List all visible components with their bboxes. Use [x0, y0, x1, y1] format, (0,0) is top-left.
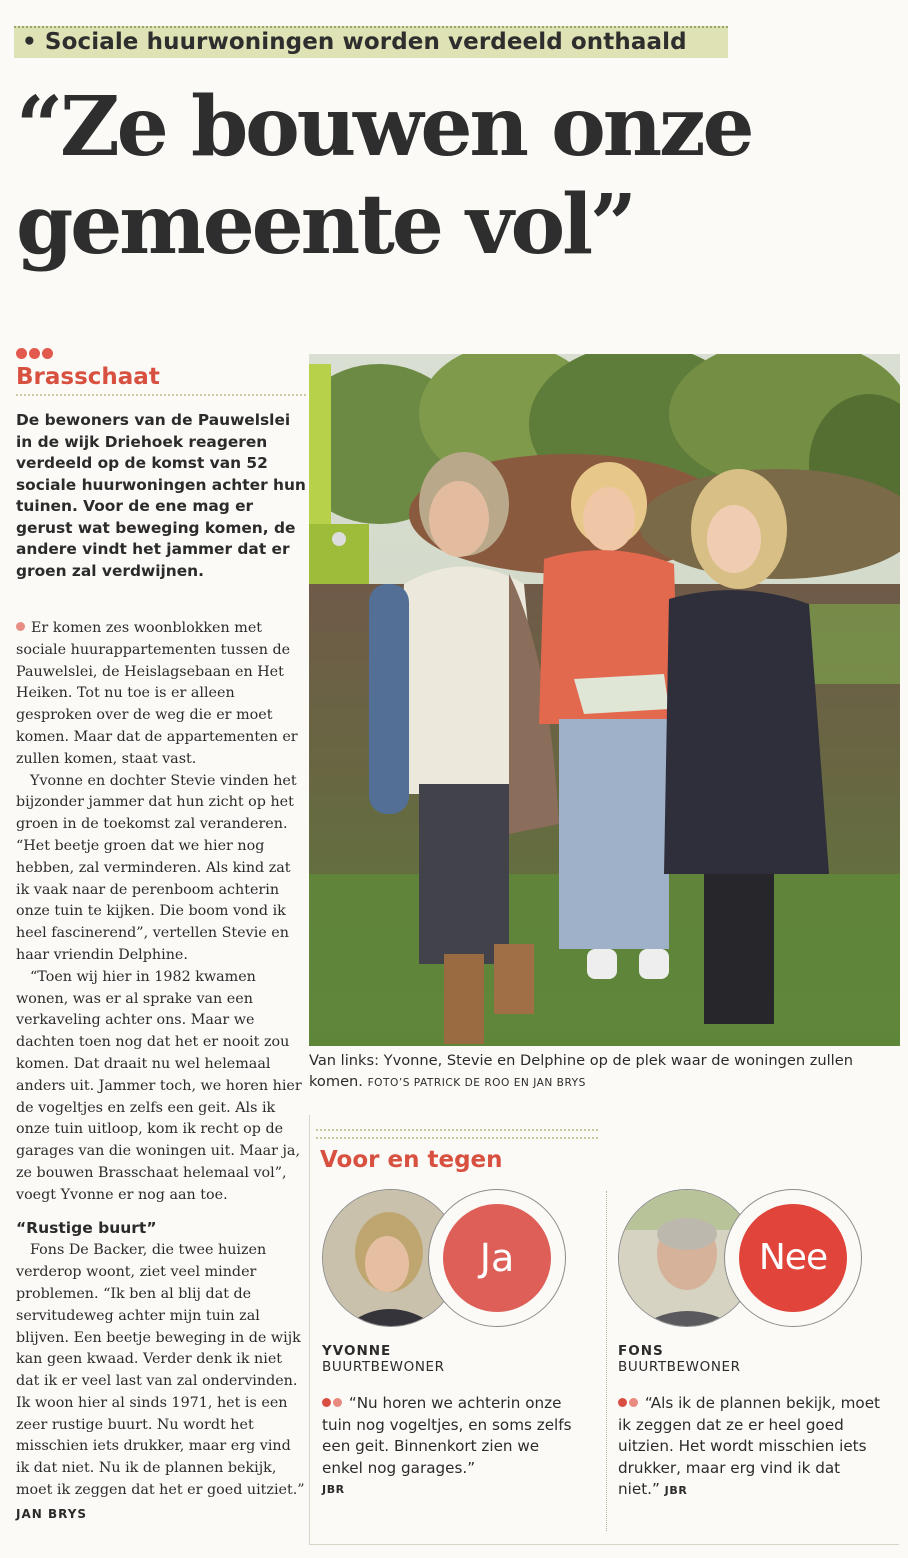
body-paragraph: Er komen zes woonblokken met sociale huurappartementen tussen de Pauwelslei, de Heislagsebaan en Het Heiken. Tot nu toe is er alleen gesproken over de weg die er moet komen. Maar dat de appartementen er zullen komen, staat vast. — [16, 620, 298, 767]
location-dots — [16, 344, 56, 356]
quote-signature: JBR — [322, 1483, 345, 1496]
kicker-bar — [14, 26, 728, 58]
quote-dots — [322, 1394, 344, 1412]
author-byline: JAN BRYS — [16, 1506, 88, 1521]
person-name: FONS — [618, 1343, 664, 1359]
bullet-icon — [16, 622, 25, 631]
person-quote: “Als ik de plannen bekijk, moet ik zeggen dat ze er heel goed uitzien. Het wordt misschien iets drukker, maar erg vind ik dat niet.” JBR — [618, 1394, 881, 1498]
headline: “Ze bouwen onze gemeente vol” — [16, 79, 752, 273]
box-top-rule — [316, 1129, 598, 1139]
main-photo — [309, 354, 900, 1046]
ja-badge: Ja — [428, 1189, 566, 1327]
box-divider — [606, 1191, 607, 1531]
person-fons — [618, 1189, 888, 1502]
kicker-text: • Sociale huurwoningen worden verdeeld onthaald — [22, 29, 687, 55]
pro-con-box — [309, 1115, 899, 1545]
body-paragraph: Yvonne en dochter Stevie vinden het bijzonder jammer dat hun zicht op het groen in de toekomst zal veranderen. “Het beetje groen dat we hier nog hebben, zal verminderen. Als kind zat ik vaak naar de perenboom achterin onze tuin te kijken. Die boom vond ik heel fascinerend”, vertellen Stevie en haar vriendin Delphine. — [16, 772, 297, 963]
body-paragraph: “Toen wij hier in 1982 kwamen wonen, was er al sprake van een verkaveling achter ons. Maar we dachten toen nog dat het er nooit zou komen. Dat draait nu wel helemaal anders uit. Jammer toch, we horen hier de vogeltjes en zelfs een geit. Als ik onze tuin uitloop, kom ik recht op de garages van die woningen uit. Maar ja, ze bouwen Brasschaat helemaal vol”, voegt Yvonne er nog aan toe. — [16, 968, 302, 1203]
person-yvonne — [322, 1189, 592, 1501]
person-quote: “Nu horen we achterin onze tuin nog vogeltjes, en soms zelfs een geit. Binnenkort zien we enkel nog garages.” JBR — [322, 1393, 584, 1501]
body-subheading: “Rustige buurt” — [16, 1218, 157, 1237]
quote-dots — [618, 1394, 640, 1412]
location-label: Brasschaat — [16, 364, 306, 396]
box-title: Voor en tegen — [320, 1147, 503, 1173]
person-name: YVONNE — [322, 1343, 392, 1359]
article-body — [16, 618, 306, 1526]
quote-signature: JBR — [664, 1484, 688, 1497]
person-role: BUURTBEWONER — [618, 1359, 741, 1375]
body-paragraph: Fons De Backer, die twee huizen verderop woont, ziet veel minder problemen. “Ik ben al blij dat de servitudeweg achter mijn tuin zal blijven. Een beetje beweging in de wijk kan geen kwaad. Verder denk ik niet dat ik er veel last van zal ondervinden. Ik woon hier al sinds 1971, het is een zeer rustige buurt. Nu wordt het misschien iets drukker, maar erg vind ik dat niet. Nu ik de plannen bekijk, moet ik zeggen dat het er goed uitziet.” — [16, 1242, 305, 1499]
lead-paragraph: De bewoners van de Pauwelslei in de wijk Driehoek reageren verdeeld op de komst van 52 sociale huurwoningen achter hun tuinen. Voor de ene mag er gerust wat beweging komen, de andere vindt het jammer dat er groen zal verdwijnen. — [16, 411, 306, 580]
person-role: BUURTBEWONER — [322, 1359, 445, 1375]
photo-illustration — [309, 354, 900, 1046]
photo-caption: Van links: Yvonne, Stevie en Delphine op de plek waar de woningen zullen komen. FOTO’S PATRICK DE ROO EN JAN BRYS — [309, 1052, 853, 1090]
nee-badge: Nee — [724, 1189, 862, 1327]
photo-credit: FOTO’S PATRICK DE ROO EN JAN BRYS — [367, 1077, 586, 1089]
